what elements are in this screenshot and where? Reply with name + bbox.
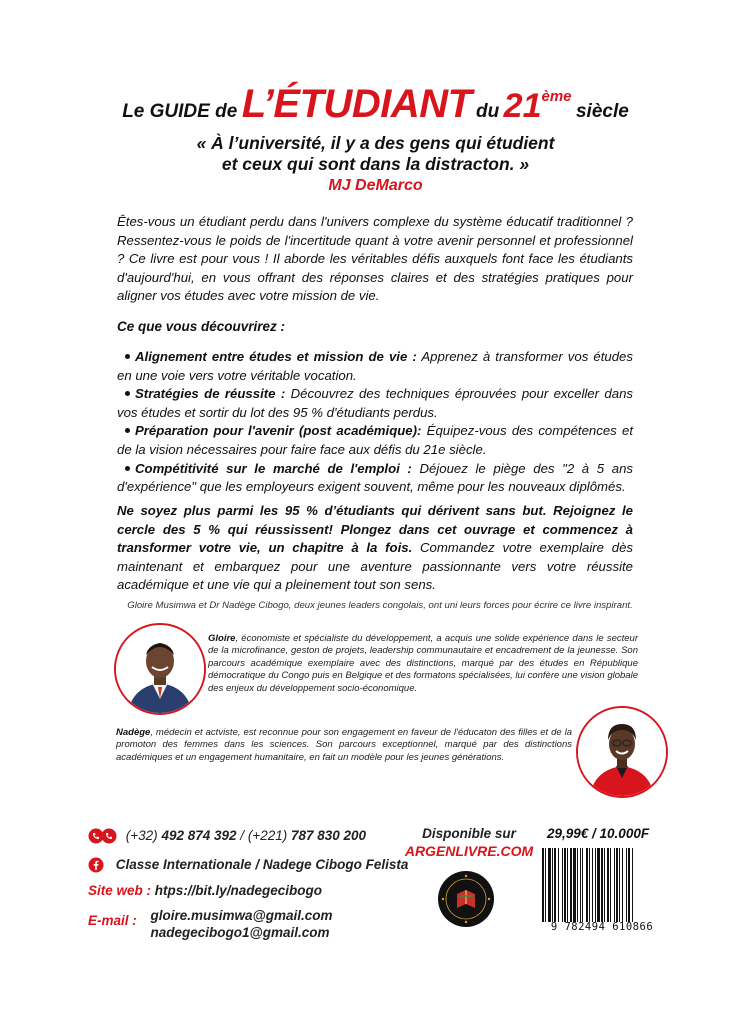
barcode-bar <box>632 848 633 922</box>
barcode-bar <box>592 848 593 922</box>
barcode-bar <box>619 848 620 922</box>
website-row <box>88 883 322 898</box>
barcode-bar <box>626 848 627 922</box>
phone-prefix-1: (+32) <box>125 828 158 843</box>
barcode-bar <box>582 848 583 922</box>
barcode-bar <box>545 848 546 922</box>
discover-list <box>117 348 633 497</box>
email-2[interactable]: nadegecibogo1@gmail.com <box>150 925 330 940</box>
cta-bold: Ne soyez plus parmi les 95 % d’étudiants qui dérivent sans but. Rejoignez le cercle des 5 % qui réussissent! Plongez dans cet ouvrage et commencez à transformer votre vie, un chapitre à la fois. <box>117 503 633 556</box>
bio-nadege <box>116 727 572 764</box>
list-item <box>117 385 633 422</box>
bullet-icon <box>125 354 130 359</box>
list-item-title: Compétitivité sur le marché de l'emploi : <box>135 460 412 476</box>
barcode-bar <box>573 848 576 922</box>
barcode-bar <box>586 848 588 922</box>
price: 29,99€ / 10.000F <box>547 826 650 841</box>
barcode-bar <box>610 848 611 922</box>
email-1[interactable]: gloire.musimwa@gmail.com <box>150 908 333 923</box>
facebook-row <box>88 857 408 873</box>
bio-nadege-text: , médecin et actviste, est reconnue pour son engagement en faveur de l'éducaton des filles et de la promoton des femmes dans les sciences. Son parcours exceptionnel, marqué par des distinctions académiques et un engagement humanitaire, en fait un modèle pour les jeunes générations. <box>116 727 572 763</box>
barcode-bar <box>548 848 551 922</box>
gloire-photo <box>114 623 206 715</box>
book-title <box>0 82 751 127</box>
barcode-bar <box>542 848 544 922</box>
phone-icon <box>88 828 118 844</box>
bullet-icon <box>125 466 130 471</box>
barcode-bar <box>597 848 600 922</box>
barcode-bar <box>570 848 572 922</box>
barcode-bar <box>564 848 566 922</box>
barcode-bar <box>601 848 603 922</box>
barcode-bar <box>607 848 609 922</box>
bio-gloire-text: , économiste et spécialiste du développement, a acquis une solide expérience dans le secteur de la microfinance, geston de projets, leadership communautaire et encadrement de la jeunesse. Son parcours académique exemplaire avec des distinctions, marqué par des études en République démocratique du Congo puis en Belgique et des formatons spécialisées, lui confère une vision globale des enjeux du développement socio-économique. <box>208 633 638 694</box>
facebook-page[interactable]: Classe Internationale / Nadege Cibogo Felista <box>115 857 409 872</box>
barcode-bar <box>614 848 615 922</box>
barcode-bar <box>554 848 556 922</box>
barcode-bar <box>589 848 590 922</box>
title-part-1: Le GUIDE de <box>122 101 238 122</box>
list-item <box>117 422 633 459</box>
email-row <box>88 907 333 941</box>
quote <box>0 133 751 175</box>
list-item-title: Alignement entre études et mission de vie : <box>135 349 417 364</box>
list-item-text: Apprenez à transformer vos études en une voie vers votre véritable vocation. <box>117 349 633 383</box>
facebook-icon <box>88 857 104 873</box>
quote-line-2: et ceux qui sont dans la distracton. » <box>221 154 530 174</box>
barcode-bar <box>604 848 605 922</box>
title-part-3: siècle <box>575 101 629 122</box>
phone-prefix-2: (+221) <box>247 828 288 843</box>
list-item-title: Préparation pour l'avenir (post académique): <box>135 423 422 439</box>
website-label: Site web : <box>88 883 152 898</box>
phone-1[interactable]: 492 874 392 <box>161 828 237 843</box>
isbn-number: 9 782494 610866 <box>550 921 654 933</box>
quote-line-1: « À l’université, il y a des gens qui étudient <box>196 133 555 153</box>
availability-label: Disponible sur <box>422 826 516 841</box>
list-item-text: Équipez-vous des compétences et de la vision nécessaires pour faire face aux défis du 21e siècle. <box>117 423 633 457</box>
list-item <box>117 348 633 385</box>
barcode-bar <box>595 848 596 922</box>
barcode-bar <box>552 848 553 922</box>
barcode-bar <box>577 848 578 922</box>
title-main: L’ÉTUDIANT <box>241 82 472 126</box>
barcode-bar <box>628 848 630 922</box>
barcode <box>540 848 664 922</box>
list-item-text: Déjouez le piège des "2 à 5 ans d'expérience" que les employeurs exigent souvent, même pour les nouveaux diplômés. <box>117 460 633 495</box>
call-to-action <box>117 502 633 595</box>
email-label: E-mail : <box>88 913 137 928</box>
title-number: 21 <box>503 87 542 125</box>
list-item-title: Stratégies de réussite : <box>135 386 286 402</box>
barcode-bar <box>622 848 623 922</box>
intro-paragraph: Êtes-vous un étudiant perdu dans l'univers complexe du système éducatif traditionnel ? Ressentez-vous le poids de l'incertitude quant à votre avenir personnel et professionnel ? Ce livre est pour vous ! Il aborde les véritables défis auxquels font face les étudiants d'aujourd'hui, en vous offrant des réponses claires et des stratégies pratiques pour aligner vos études avec votre mission de vie. <box>117 214 633 304</box>
cta-normal: Commandez votre exemplaire dès maintenant et embarquez pour une aventure passionnante vers votre réussite académique et une vie qui a pleinement tout son sens. <box>117 540 633 593</box>
title-superscript: ème <box>541 88 572 105</box>
barcode-bar <box>616 848 618 922</box>
barcode-bar <box>562 848 563 922</box>
discover-heading: Ce que vous découvrirez : <box>117 319 286 334</box>
list-item <box>117 460 633 497</box>
availability-site[interactable]: ARGENLIVRE.COM <box>404 843 534 859</box>
bullet-icon <box>125 428 130 433</box>
barcode-bar <box>580 848 581 922</box>
authors-intro: Gloire Musimwa et Dr Nadège Cibogo, deux jeunes leaders congolais, ont uni leurs forces pour écrire ce livre inspirant. <box>127 600 633 611</box>
quote-author: MJ DeMarco <box>328 177 423 194</box>
bio-gloire-name: Gloire <box>208 633 236 644</box>
nadege-photo <box>576 706 668 798</box>
bio-nadege-name: Nadège <box>116 727 151 738</box>
barcode-bar <box>567 848 568 922</box>
bullet-icon <box>125 391 130 396</box>
publisher-logo <box>437 870 495 928</box>
title-part-2: du <box>475 101 500 122</box>
list-item-text: Découvrez des techniques éprouvées pour exceller dans vos études et sortir du lot des 95 % d'étudiants perdus. <box>117 386 633 420</box>
phone-2[interactable]: 787 830 200 <box>290 828 367 843</box>
phone-separator: / <box>240 828 245 843</box>
email-list <box>151 907 333 941</box>
website-link[interactable]: htps://bit.ly/nadegecibogo <box>154 883 323 898</box>
bio-gloire <box>208 633 638 695</box>
barcode-bar <box>558 848 559 922</box>
phone-row <box>88 828 366 844</box>
